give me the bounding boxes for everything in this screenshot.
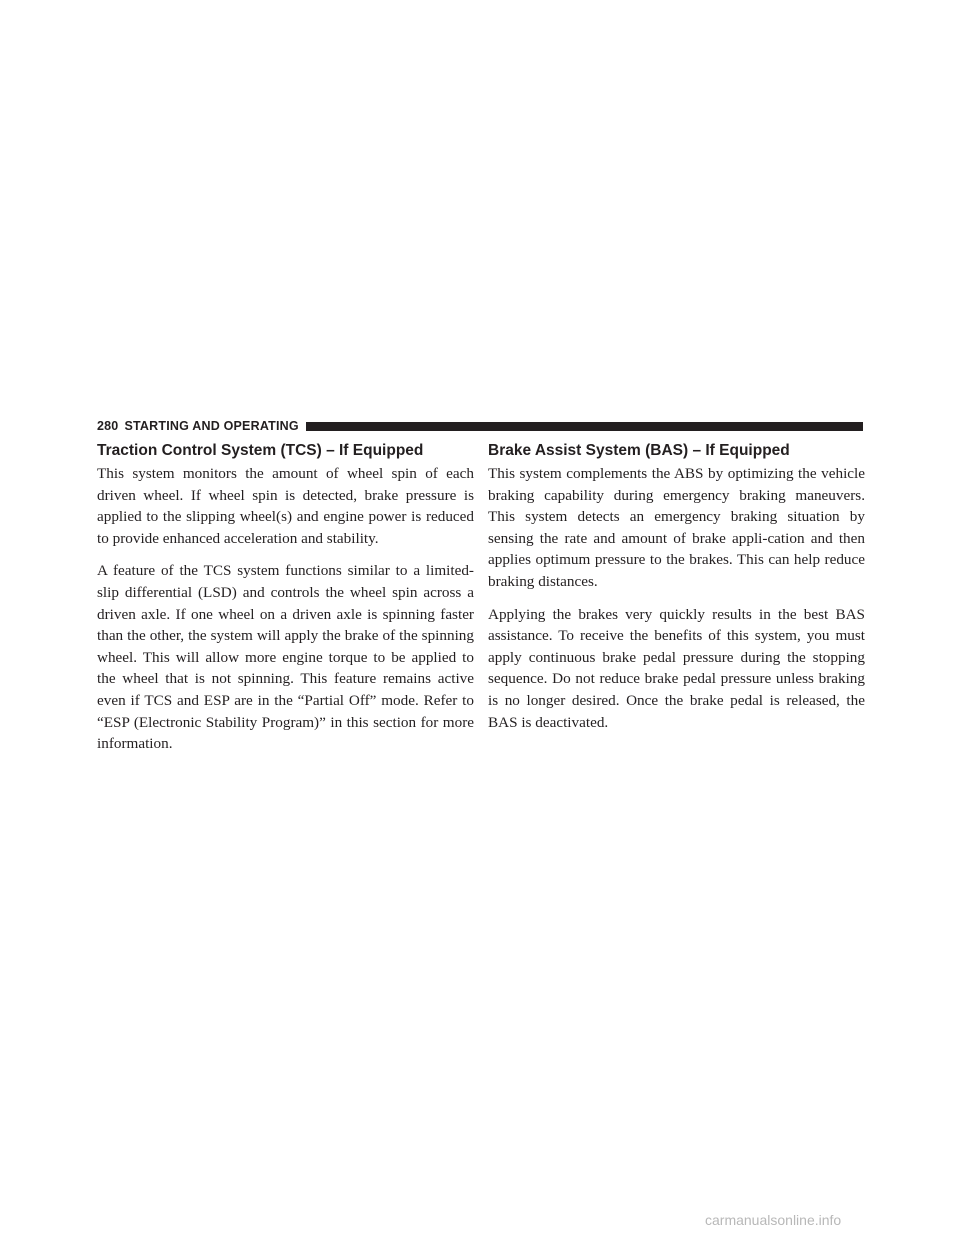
tcs-paragraph-2: A feature of the TCS system functions similar to a limited-slip differential (LSD) and controls the wheel spin across a driven axle. If one wheel on a driven axle is spinning faster than the other, the system will apply the brake of the spinning wheel. This will allow more engine torque to be applied to the wheel that is not spinning. This feature remains active even if TCS and ESP are in the “Partial Off” mode. Refer to “ESP (Electronic Stability Program)” in this section for more information.	[97, 562, 474, 753]
watermark-text: carmanualsonline.info	[705, 1212, 842, 1228]
tcs-heading: Traction Control System (TCS) – If Equipped	[97, 442, 424, 459]
bas-paragraph-2: Applying the brakes very quickly results in the best BAS assistance. To receive the benefits of this system, you must apply continuous brake pedal pressure during the stopping sequence. Do not reduce brake pedal pressure unless braking is no longer desired. Once the brake pedal is released, the BAS is deactivated.	[488, 605, 865, 731]
bas-paragraph-1: This system complements the ABS by optimizing the vehicle braking capability during emergency braking maneuvers. This system detects an emergency braking situation by sensing the rate and amount of brake appli-cation and then applies optimum pressure to the brakes. This can help reduce braking distances.	[488, 465, 865, 590]
page-number: 280	[97, 419, 119, 433]
bas-heading: Brake Assist System (BAS) – If Equipped	[488, 442, 790, 459]
tcs-paragraph-1: This system monitors the amount of wheel spin of each driven wheel. If wheel spin is detected, brake pressure is applied to the slipping wheel(s) and engine power is reduced to provide enhanced acceleration and stability.	[97, 465, 474, 547]
section-title: STARTING AND OPERATING	[124, 419, 299, 433]
header-rule	[306, 422, 863, 431]
page-header	[97, 420, 863, 433]
left-column	[97, 442, 474, 766]
right-column	[488, 442, 865, 744]
